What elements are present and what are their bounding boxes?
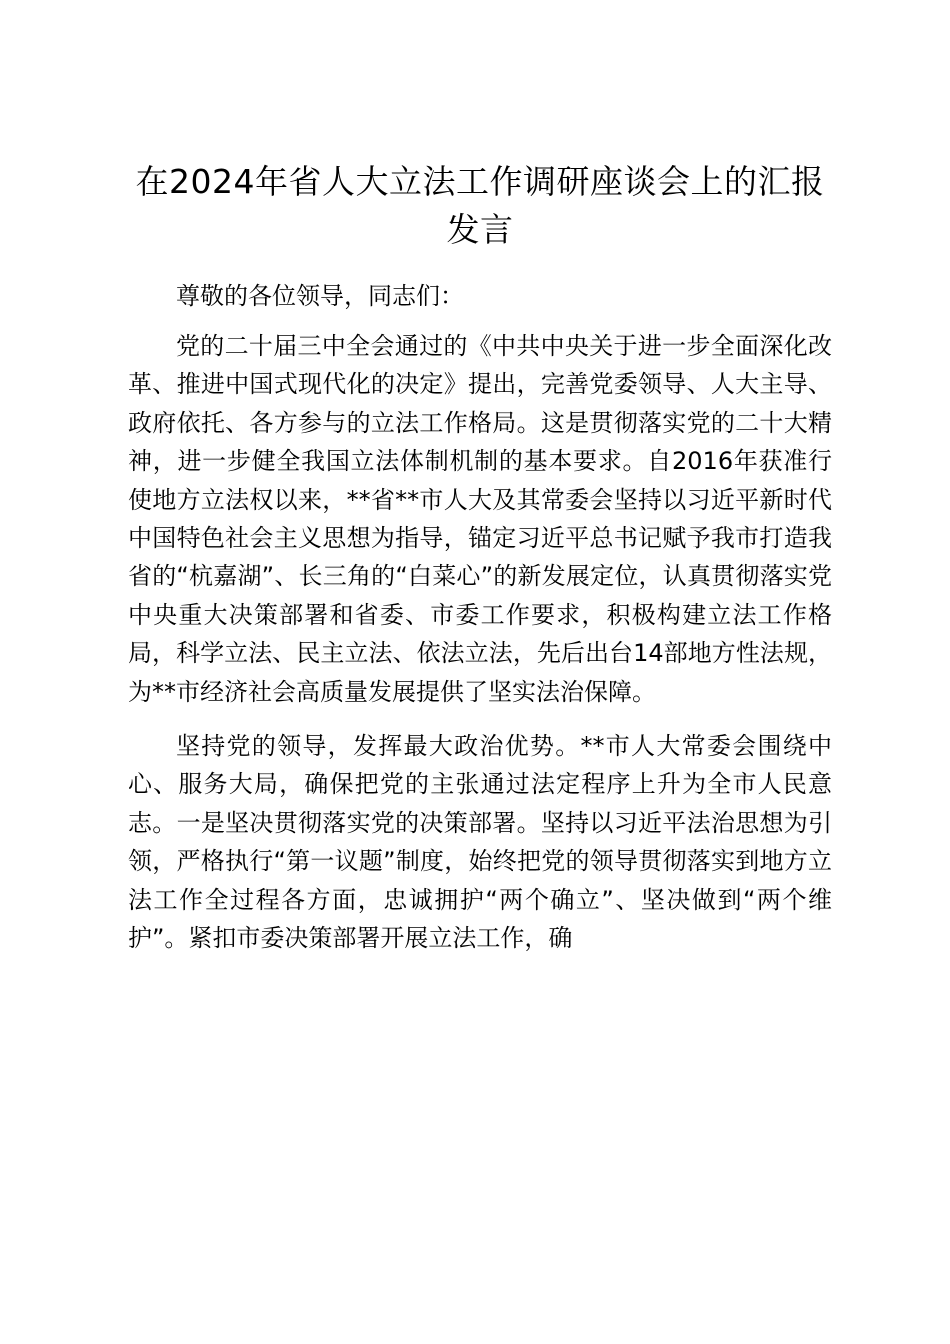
document-page	[128, 158, 832, 958]
paragraph-2: 坚持党的领导，发挥最大政治优势。**市人大常委会围绕中心、服务大局，确保把党的主张通过法定程序上升为全市人民意志。一是坚决贯彻落实党的决策部署。坚持以习近平法治思想为引领，严格执行“第一议题”制度，始终把党的领导贯彻落实到地方立法工作全过程各方面，忠诚拥护“两个确立”、坚决做到“两个维护”。紧扣市委决策部署开展立法工作，确	[128, 732, 832, 953]
document-title: 在2024年省人大立法工作调研座谈会上的汇报发言	[135, 162, 825, 249]
paragraph-1: 党的二十届三中全会通过的《中共中央关于进一步全面深化改革、推进中国式现代化的决定》提出，完善党委领导、人大主导、政府依托、各方参与的立法工作格局。这是贯彻落实党的二十大精神，进一步健全我国立法体制机制的基本要求。自2016年获准行使地方立法权以来，**省**市人大及其常委会坚持以习近平新时代中国特色社会主义思想为指导，锚定习近平总书记赋予我市打造我省的“杭嘉湖”、长三角的“白菜心”的新发展定位，认真贯彻落实党中央重大决策部署和省委、市委工作要求，积极构建立法工作格局，科学立法、民主立法、依法立法，先后出台14部地方性法规，为**市经济社会高质量发展提供了坚实法治保障。	[128, 332, 832, 706]
salutation: 尊敬的各位领导，同志们：	[176, 282, 464, 310]
